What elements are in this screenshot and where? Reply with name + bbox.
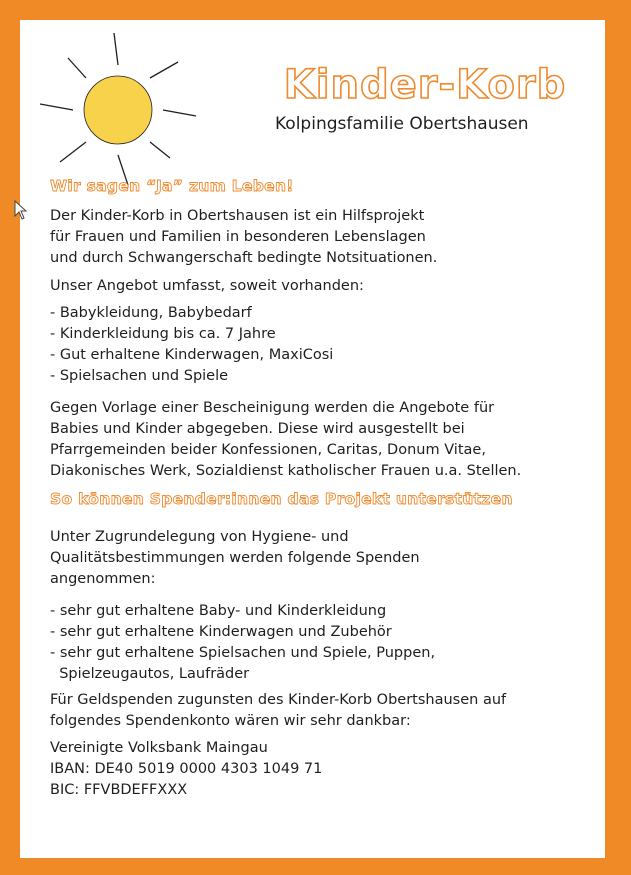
list-item: - Gut erhaltene Kinderwagen, MaxiCosi (50, 347, 334, 363)
list-item: - sehr gut erhaltene Spielsachen und Spiele, Puppen, (50, 645, 436, 661)
list-item: - Spielsachen und Spiele (50, 368, 229, 384)
donation-list (50, 601, 580, 685)
section-heading-life: Wir sagen “Ja” zum Leben! (50, 177, 294, 195)
mouse-cursor-icon (14, 200, 28, 220)
text-line: angenommen: (50, 571, 156, 587)
offer-list (50, 303, 580, 387)
text-line: Für Geldspenden zugunsten des Kinder-Korb Obertshausen auf (50, 692, 507, 708)
list-item: - Kinderkleidung bis ca. 7 Jahre (50, 326, 276, 342)
list-item: Spielzeugautos, Laufräder (50, 666, 250, 682)
text-line: für Frauen und Familien in besonderen Lebenslagen (50, 229, 426, 245)
donations-intro (50, 527, 580, 590)
sun-icon (38, 30, 198, 190)
offer-intro: Unser Angebot umfasst, soweit vorhanden: (50, 278, 364, 294)
bank-name: Vereinigte Volksbank Maingau (50, 740, 268, 756)
text-line: Unter Zugrundelegung von Hygiene- und (50, 529, 349, 545)
text-line: Pfarrgemeinden beider Konfessionen, Caritas, Donum Vitae, (50, 442, 486, 458)
text-line: Diakonisches Werk, Sozialdienst katholischer Frauen u.a. Stellen. (50, 463, 522, 479)
conditions-paragraph (50, 398, 580, 482)
iban: IBAN: DE40 5019 0000 4303 1049 71 (50, 761, 323, 777)
list-item: - sehr gut erhaltene Baby- und Kinderkleidung (50, 603, 387, 619)
bank-details (50, 738, 580, 801)
text-line: folgendes Spendenkonto wären wir sehr dankbar: (50, 713, 411, 729)
text-line: Qualitätsbestimmungen werden folgende Spenden (50, 550, 420, 566)
list-item: - sehr gut erhaltene Kinderwagen und Zubehör (50, 624, 392, 640)
text-line: Gegen Vorlage einer Bescheinigung werden die Angebote für (50, 400, 495, 416)
money-donation-paragraph (50, 690, 580, 732)
text-line: Der Kinder-Korb in Obertshausen ist ein Hilfsprojekt (50, 208, 425, 224)
page-title: Kinder-Korb (283, 62, 567, 108)
bic: BIC: FFVBDEFFXXX (50, 782, 188, 798)
text-line: und durch Schwangerschaft bedingte Notsituationen. (50, 250, 438, 266)
intro-paragraph (50, 206, 580, 269)
section-heading-donations: So können Spender:innen das Projekt unterstützen (50, 490, 513, 508)
text-line: Babies und Kinder abgegeben. Diese wird ausgestellt bei (50, 421, 465, 437)
list-item: - Babykleidung, Babybedarf (50, 305, 252, 321)
organization-name: Kolpingsfamilie Obertshausen (275, 114, 529, 134)
flyer-sheet (20, 20, 605, 858)
